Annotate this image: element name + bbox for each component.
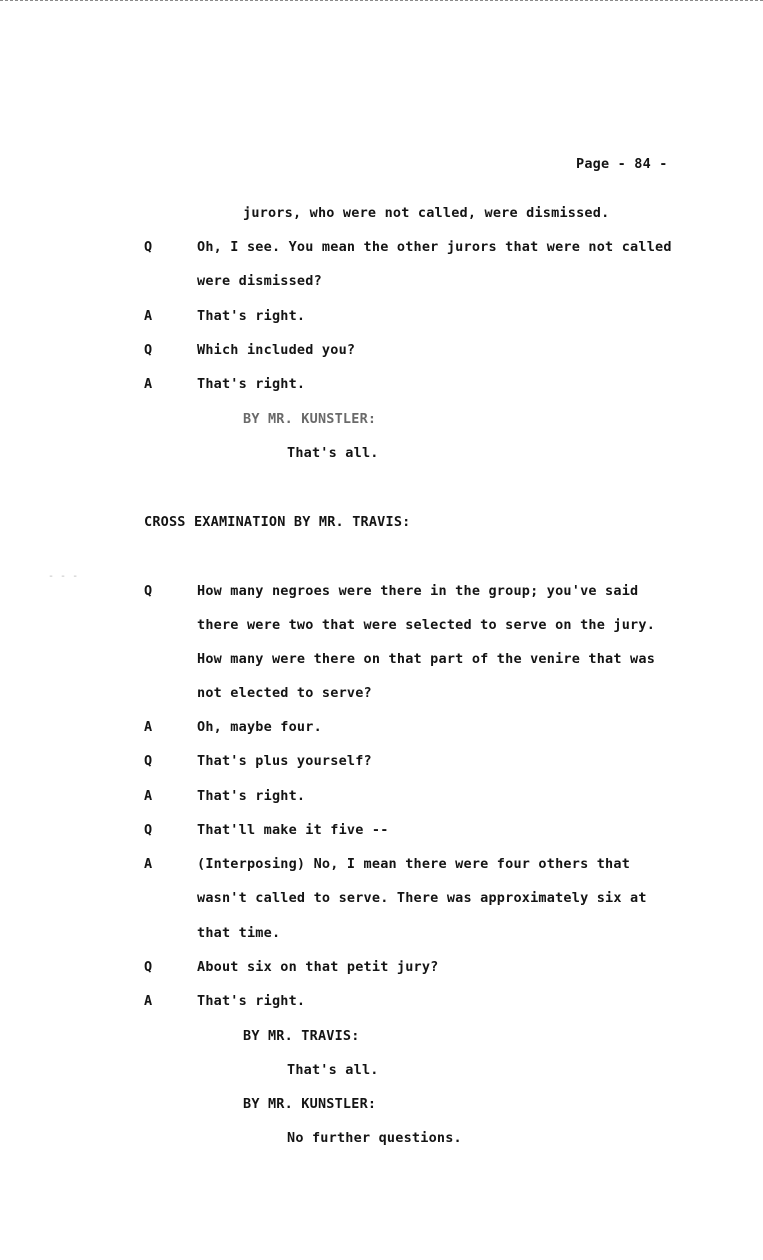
testimony-line: That's right. [197,993,306,1009]
attorney-remark: That's all. [287,445,379,461]
attorney-attribution: BY MR. TRAVIS: [243,1028,360,1044]
a-marker: A [144,308,153,324]
a-marker: A [144,993,153,1009]
page-number: Page - 84 - [576,156,668,172]
q-marker: Q [144,583,153,599]
testimony-line: Oh, I see. You mean the other jurors that were not called [197,239,672,255]
continuation-line: jurors, who were not called, were dismissed. [243,205,610,221]
testimony-line: not elected to serve? [197,685,372,701]
testimony-line: How many were there on that part of the venire that was [197,651,656,667]
testimony-line: wasn't called to serve. There was approximately six at [197,890,647,906]
testimony-line: That'll make it five -- [197,822,389,838]
a-marker: A [144,719,153,735]
testimony-line: That's right. [197,788,306,804]
testimony-line: That's plus yourself? [197,753,372,769]
attorney-attribution: BY MR. KUNSTLER: [243,411,377,427]
q-marker: Q [144,822,153,838]
testimony-line: That's right. [197,376,306,392]
testimony-line: Oh, maybe four. [197,719,322,735]
q-marker: Q [144,342,153,358]
testimony-line: there were two that were selected to serve on the jury. [197,617,656,633]
testimony-line: Which included you? [197,342,356,358]
testimony-line: That's right. [197,308,306,324]
q-marker: Q [144,959,153,975]
testimony-line: About six on that petit jury? [197,959,439,975]
testimony-line: were dismissed? [197,273,322,289]
testimony-line: How many negroes were there in the group; you've said [197,583,639,599]
q-marker: Q [144,753,153,769]
q-marker: Q [144,239,153,255]
attorney-remark: That's all. [287,1062,379,1078]
attorney-remark: No further questions. [287,1130,462,1146]
testimony-line: that time. [197,925,281,941]
scan-top-edge [0,0,763,4]
a-marker: A [144,856,153,872]
a-marker: A [144,788,153,804]
testimony-line: (Interposing) No, I mean there were four others that [197,856,631,872]
scan-speck: - - - [48,571,79,582]
a-marker: A [144,376,153,392]
attorney-attribution: BY MR. KUNSTLER: [243,1096,377,1112]
section-heading: CROSS EXAMINATION BY MR. TRAVIS: [144,514,411,530]
